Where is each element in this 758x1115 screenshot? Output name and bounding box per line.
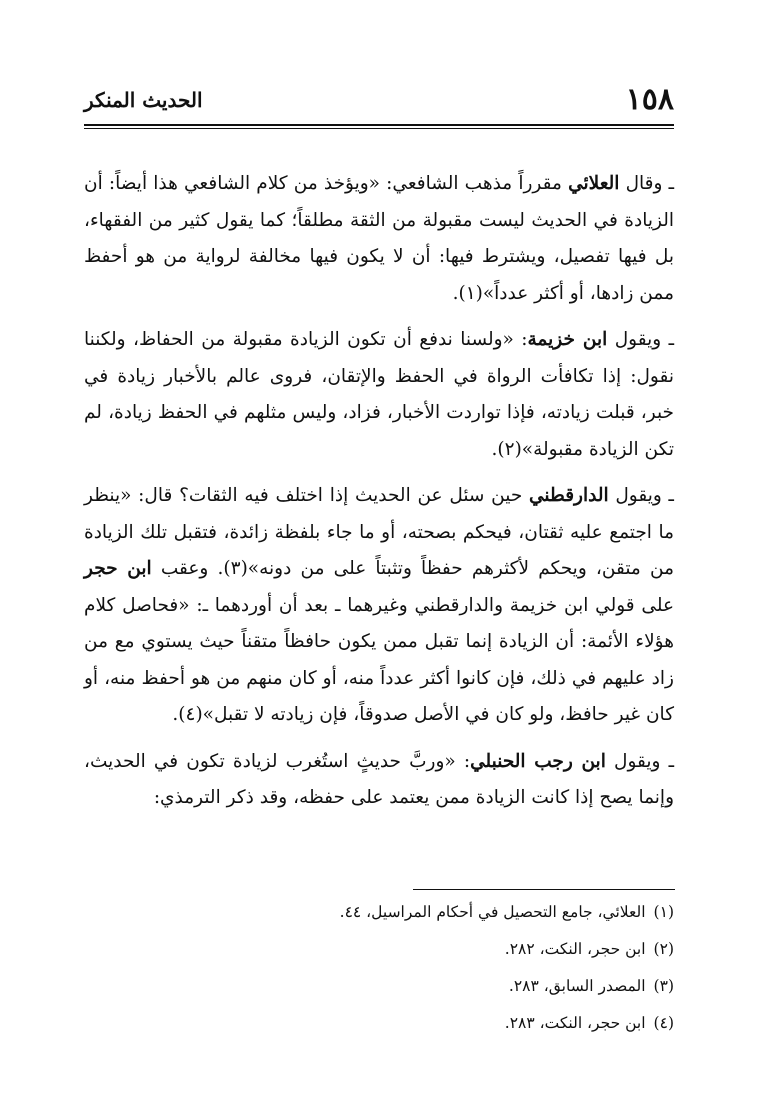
scholar-name: العلائي xyxy=(568,173,620,194)
paragraph-lead: ـ ويقول xyxy=(614,750,675,772)
paragraph-lead: ـ ويقول xyxy=(614,329,675,350)
paragraph-text: : «ولسنا ندفع أن تكون الزيادة مقبولة من الحفاظ، ولكننا نقول: إذا تكافأت الرواة في الحفظ والإتقان، فروى عالم بالأخبار زيادة في خبر، قبلت زيادته، فإذا تواردت الأخبار، فزاد، وليس مثلهم في الحفظ زيادة، لم تكن الزيادة مقبولة»(٢). xyxy=(84,329,674,460)
footnote-text: العلائي، جامع التحصيل في أحكام المراسيل، ٤٤. xyxy=(339,903,646,921)
paragraph-lead-2: وعقب xyxy=(160,558,209,579)
paragraph-alaai xyxy=(84,166,674,312)
page-header xyxy=(84,80,674,120)
footnote-number: (٢) xyxy=(653,940,674,958)
paragraph-ibn-rajab xyxy=(84,744,674,817)
header-divider xyxy=(84,124,674,129)
footnote-divider xyxy=(413,889,675,890)
footnotes xyxy=(84,902,674,1050)
footnote-number: (٣) xyxy=(653,977,674,995)
footnote-item xyxy=(84,902,674,922)
paragraph-text: مقرراً مذهب الشافعي: «ويؤخذ من كلام الشافعي هذا أيضاً: أن الزيادة في الحديث ليست مقبولة من الثقة مطلقاً؛ كما يقول كثير من الفقهاء، بل فيها تفصيل، ويشترط فيها: أن لا يكون فيها مخالفة لرواية من هو أحفظ ممن زادها، أو أكثر عدداً»(١). xyxy=(84,173,674,304)
footnote-text: ابن حجر، النكت، ٢٨٣. xyxy=(504,1014,646,1032)
body-text xyxy=(84,166,674,827)
paragraph-text: : «وربَّ حديثٍ استُغرب لزيادة تكون في الحديث، وإنما يصح إذا كانت الزيادة ممن يعتمد على حفظه، وقد ذكر الترمذي: xyxy=(84,750,674,808)
scholar-name-2: ابن حجر xyxy=(84,558,152,579)
footnote-text: المصدر السابق، ٢٨٣. xyxy=(508,977,646,995)
paragraph-lead: ـ ويقول xyxy=(615,485,674,506)
paragraph-text: حين سئل عن الحديث إذا اختلف فيه الثقات؟ قال: «ينظر ما اجتمع عليه ثقتان، فيحكم بصحته، أو ما جاء بلفظة زائدة، فتقبل تلك الزيادة من متقن، ويحكم لأكثرهم حفظاً وتثبتاً على من دونه»(٣). xyxy=(84,485,674,579)
footnote-item xyxy=(84,1013,674,1033)
footnote-item xyxy=(84,939,674,959)
scholar-name: الدارقطني xyxy=(529,485,609,506)
running-title: الحديث المنكر xyxy=(84,88,203,112)
footnote-item xyxy=(84,976,674,996)
paragraph-daraqutni xyxy=(84,478,674,734)
scholar-name: ابن رجب الحنبلي xyxy=(470,750,606,772)
footnote-number: (١) xyxy=(653,903,674,921)
page-number: ١٥٨ xyxy=(625,82,674,117)
paragraph-ibn-khuzaymah xyxy=(84,322,674,468)
paragraph-text-2: على قولي ابن خزيمة والدارقطني وغيرهما ـ بعد أن أوردهما ـ: «فحاصل كلام هؤلاء الأئمة: أن الزيادة إنما تقبل ممن يكون حافظاً متقناً حيث يستوي مع من زاد عليهم في ذلك، فإن كانوا أكثر عدداً منه، أو كان منهم من هو أحفظ منه، أو كان غير حافظ، ولو كان في الأصل صدوقاً، فإن زيادته لا تقبل»(٤). xyxy=(84,594,674,725)
footnote-number: (٤) xyxy=(653,1014,674,1032)
footnote-text: ابن حجر، النكت، ٢٨٢. xyxy=(504,940,646,958)
paragraph-lead: ـ وقال xyxy=(625,173,675,194)
scholar-name: ابن خزيمة xyxy=(527,329,608,350)
